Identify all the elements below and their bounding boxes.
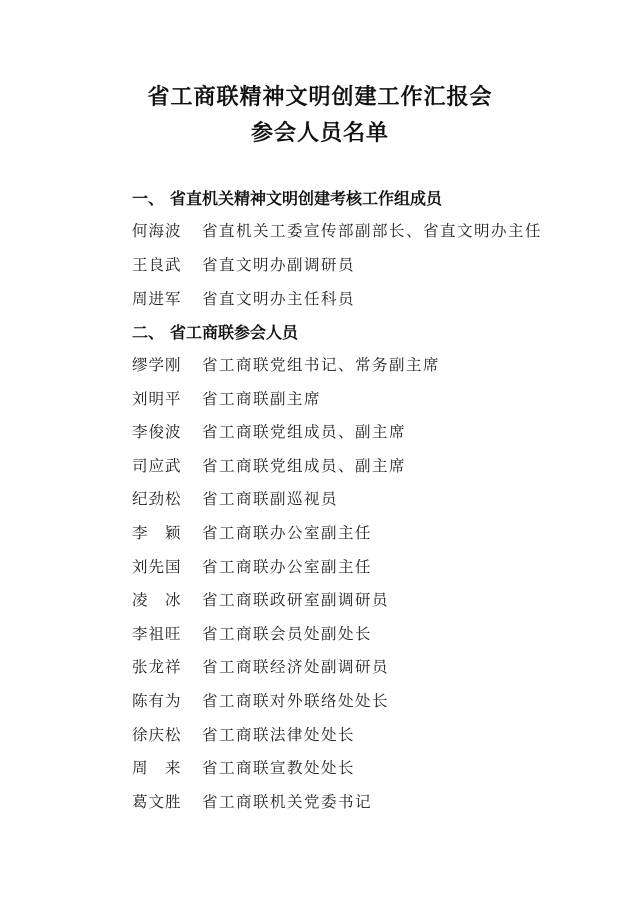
member-position: 省工商联会员处副处长 (202, 625, 373, 643)
member-position: 省直文明办主任科员 (202, 290, 356, 308)
member-position: 省工商联党组成员、副主席 (202, 457, 407, 475)
member-position: 省工商联副巡视员 (202, 490, 339, 508)
member-position: 省工商联副主席 (202, 390, 322, 408)
member-position: 省工商联机关党委书记 (202, 793, 373, 811)
member-position: 省工商联党组书记、常务副主席 (202, 356, 441, 374)
member-row (132, 689, 389, 711)
member-row (132, 555, 372, 577)
member-position: 省直机关工委宣传部副部长、省直文明办主任 (202, 222, 543, 240)
member-row (132, 655, 389, 677)
member-row (132, 622, 372, 644)
member-name: 司应武 (132, 457, 182, 475)
section-number: 一、 (132, 189, 165, 208)
member-name: 李俊波 (132, 423, 182, 441)
member-position: 省工商联对外联络处处长 (202, 692, 390, 710)
member-row (132, 454, 406, 476)
member-position: 省工商联党组成员、副主席 (202, 423, 407, 441)
member-name: 凌 冰 (132, 591, 182, 609)
member-row (132, 588, 389, 610)
member-position: 省工商联宣教处处长 (202, 759, 356, 777)
member-row (132, 521, 372, 543)
member-row (132, 353, 440, 375)
document-title-line-1: 省工商联精神文明创建工作汇报会 (147, 85, 493, 110)
member-name: 陈有为 (132, 692, 182, 710)
member-position: 省工商联政研室副调研员 (202, 591, 390, 609)
member-row (132, 790, 372, 812)
member-row (132, 420, 406, 442)
member-name: 葛文胜 (132, 793, 182, 811)
member-name: 李 颖 (132, 524, 182, 542)
section-heading (132, 320, 298, 343)
member-row (132, 756, 355, 778)
member-position: 省工商联办公室副主任 (202, 558, 373, 576)
document-title-line-2: 参会人员名单 (250, 121, 389, 146)
member-row (132, 219, 542, 241)
member-name: 张龙祥 (132, 658, 182, 676)
section-title: 省直机关精神文明创建考核工作组成员 (170, 189, 443, 208)
member-row (132, 387, 321, 409)
member-name: 徐庆松 (132, 726, 182, 744)
member-row (132, 487, 338, 509)
member-position: 省工商联法律处处长 (202, 726, 356, 744)
member-name: 周进军 (132, 290, 182, 308)
section-number: 二、 (132, 323, 165, 342)
member-name: 李祖旺 (132, 625, 182, 643)
member-name: 周 来 (132, 759, 182, 777)
member-position: 省工商联办公室副主任 (202, 524, 373, 542)
member-name: 缪学刚 (132, 356, 182, 374)
member-position: 省工商联经济处副调研员 (202, 658, 390, 676)
member-row (132, 723, 355, 745)
member-row (132, 287, 355, 309)
member-position: 省直文明办副调研员 (202, 256, 356, 274)
member-name: 刘先国 (132, 558, 182, 576)
section-heading (132, 186, 442, 209)
member-name: 王良武 (132, 256, 182, 274)
member-name: 刘明平 (132, 390, 182, 408)
member-name: 纪劲松 (132, 490, 182, 508)
section-title: 省工商联参会人员 (170, 323, 299, 342)
member-row (132, 253, 355, 275)
member-name: 何海波 (132, 222, 182, 240)
